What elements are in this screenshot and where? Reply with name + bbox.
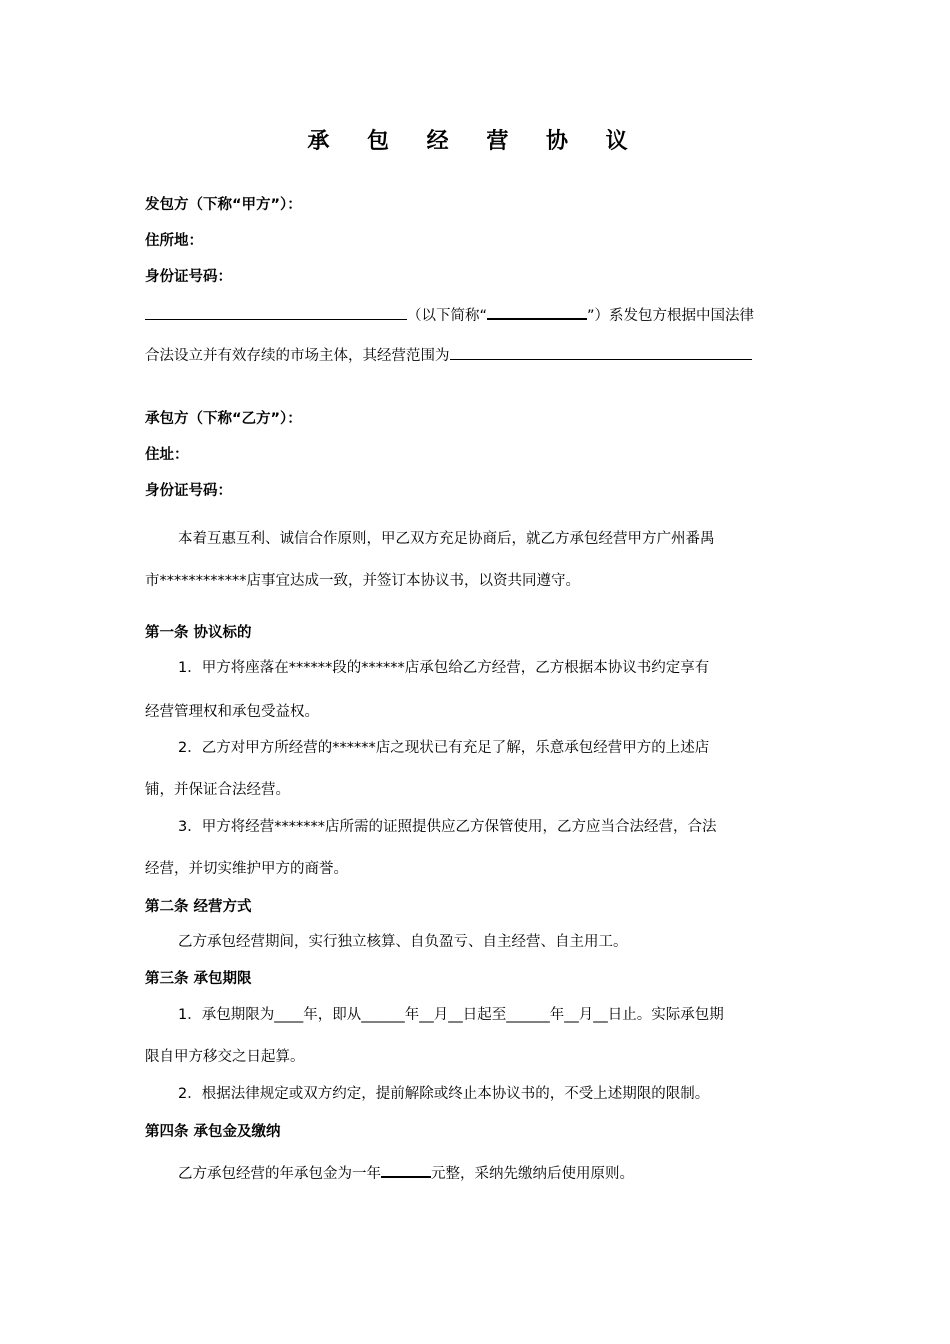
document-title: 承 包 经 营 协 议 [307, 129, 643, 154]
party-a-intro-line2 [145, 345, 805, 366]
article4-text-part1: 乙方承包经营的年承包金为一年 [178, 1166, 381, 1182]
article2-text: 乙方承包经营期间，实行独立核算、自负盈亏、自主经营、自主用工。 [178, 934, 628, 950]
article3-heading: 第三条 承包期限 [145, 971, 252, 987]
article3-item1-line2: 限自甲方移交之日起算。 [145, 1049, 305, 1065]
article3-item2: 2．根据法律规定或双方约定，提前解除或终止本协议书的，不受上述期限的限制。 [178, 1086, 710, 1102]
blank-business-scope [450, 345, 752, 360]
party-a-id-label: 身份证号码： [145, 269, 232, 285]
article4-text [178, 1162, 808, 1184]
intro-part2: ”）系发包方根据中国法律 [587, 308, 755, 324]
article1-item2-line2: 铺，并保证合法经营。 [145, 782, 290, 798]
party-b-label: 承包方（下称“乙方”）： [145, 411, 302, 427]
party-b-address-label: 住址： [145, 447, 189, 463]
blank-party-a-name [145, 305, 407, 320]
party-b-id-label: 身份证号码： [145, 483, 232, 499]
intro-line2-text: 合法设立并有效存续的市场主体，其经营范围为 [145, 348, 450, 364]
intro-part1: （以下简称“ [407, 308, 488, 324]
article1-item3-line2: 经营，并切实维护甲方的商誉。 [145, 861, 348, 877]
article1-item1-line1: 1．甲方将座落在******段的******店承包给乙方经营，乙方根据本协议书约定享有 [178, 660, 710, 676]
party-a-label: 发包方（下称“甲方”）： [145, 197, 302, 213]
party-a-intro-line1 [145, 304, 805, 326]
preamble-line2: 市************店事宜达成一致，并签订本协议书，以资共同遵守。 [145, 573, 580, 589]
article1-item3-line1: 3．甲方将经营*******店所需的证照提供应乙方保管使用，乙方应当合法经营，合法 [178, 819, 717, 835]
party-a-address-label: 住所地： [145, 233, 203, 249]
preamble-line1: 本着互惠互利、诚信合作原则，甲乙双方充足协商后，就乙方承包经营甲方广州番禺 [178, 531, 715, 547]
article3-item1-line1: 1．承包期限为____年，即从______年__月__日起至______年__月__日止。实际承包期 [178, 1007, 724, 1023]
article4-heading: 第四条 承包金及缴纳 [145, 1124, 281, 1140]
blank-annual-fee [381, 1162, 431, 1178]
article1-item2-line1: 2．乙方对甲方所经营的******店之现状已有充足了解，乐意承包经营甲方的上述店 [178, 740, 710, 756]
article2-heading: 第二条 经营方式 [145, 899, 252, 915]
blank-short-name [487, 304, 587, 320]
article1-item1-line2: 经营管理权和承包受益权。 [145, 704, 319, 720]
article4-text-part2: 元整，采纳先缴纳后使用原则。 [431, 1166, 634, 1182]
article1-heading: 第一条 协议标的 [145, 625, 252, 641]
